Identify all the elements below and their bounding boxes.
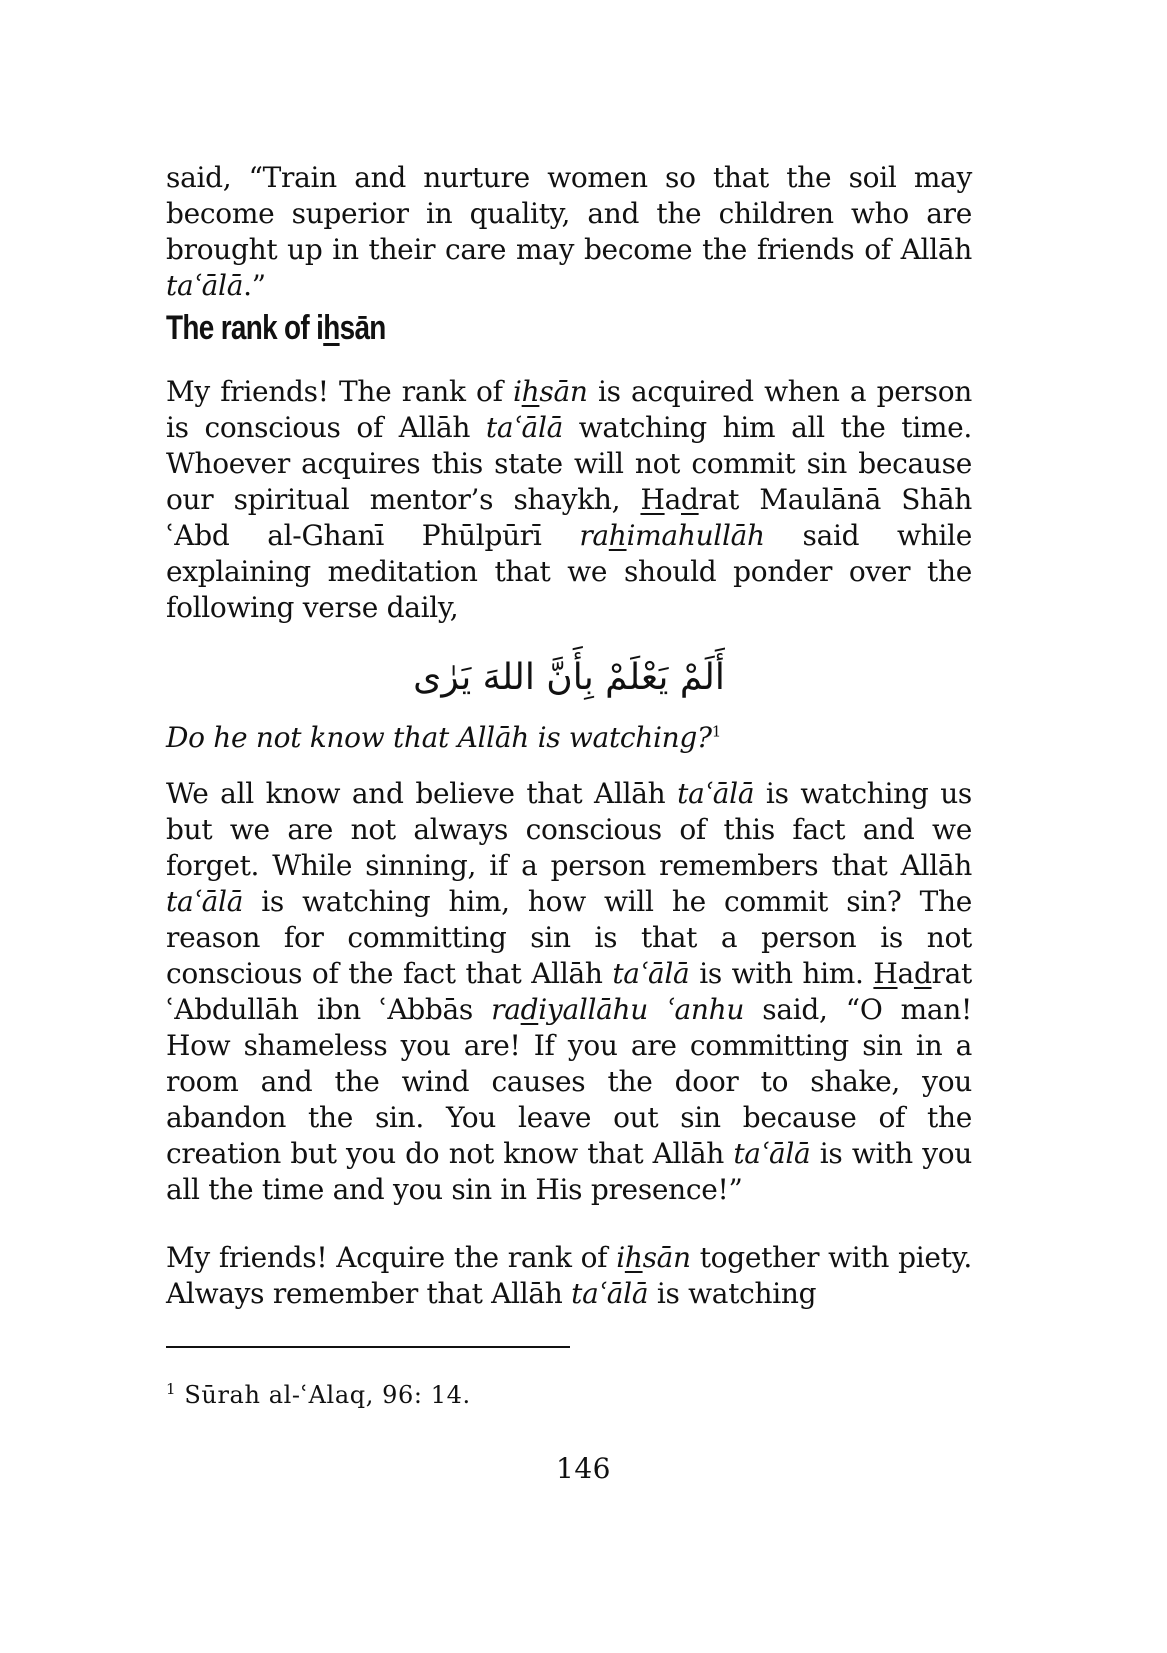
paragraph-2 xyxy=(166,374,972,650)
para3-text: ʿAbdullāh ibn ʿAbbās xyxy=(166,993,492,1026)
para2-text: is acquired when a person is conscious of Allāh xyxy=(166,375,972,444)
term-hadrat xyxy=(640,483,739,516)
footnote xyxy=(166,1380,972,1410)
term-part: rat xyxy=(698,483,740,516)
para4-text: together with piety. Always remember that Allāh xyxy=(166,1241,972,1310)
footnote-text: Sūrah al-ʿAlaq, 96: 14. xyxy=(176,1381,471,1409)
term-part: d xyxy=(681,483,699,516)
term-taala: taʿālā xyxy=(166,885,244,918)
page-number: 146 xyxy=(556,1452,611,1485)
term-part: iyallāhu ʿanhu xyxy=(538,993,745,1026)
term-ihsan xyxy=(513,375,588,408)
page-content xyxy=(166,160,972,1410)
term-rahimahullah xyxy=(579,519,764,552)
term-part: a xyxy=(897,957,914,990)
heading-underlined-letter: h xyxy=(323,309,340,347)
footnote-reference[interactable]: 1 xyxy=(711,722,721,741)
term-taala: taʿālā xyxy=(733,1137,811,1170)
para1-text: said, “Train and nurture women so that the soil may become superior in quality, and the children who are brought up in their care may become the friends of Allāh xyxy=(166,161,972,266)
term-ihsan xyxy=(616,1241,691,1274)
para2-text: Maulānā Shāh ʿAbd al-Ghanī Phūlpūrī xyxy=(166,483,972,552)
para3-text: said, “O man! How shameless you are! If you are committing sin in a room and the wind causes the door to shake, you abandon the sin. You leave out sin because of the creation but you do not know that Allāh xyxy=(166,993,972,1170)
arabic-verse: أَلَمْ يَعْلَمْ بِأَنَّ اللهَ يَرٰى xyxy=(413,657,725,698)
para2-text: My friends! The rank of xyxy=(166,375,513,408)
paragraph-3 xyxy=(166,776,972,1240)
term-part: ra xyxy=(579,519,609,552)
para1-end: .” xyxy=(243,269,266,302)
heading-prefix: The rank of i xyxy=(166,309,324,347)
heading-suffix: sān xyxy=(339,309,386,347)
para4-text: is watching xyxy=(648,1277,817,1310)
footnote-divider xyxy=(166,1346,570,1348)
verse-translation xyxy=(166,720,972,776)
term-taala: taʿālā xyxy=(677,777,755,810)
section-heading xyxy=(166,308,827,374)
translation-text: Do he not know that Allāh is watching? xyxy=(166,721,712,754)
term-part: i xyxy=(513,375,522,408)
paragraph-4 xyxy=(166,1240,972,1330)
term-part: imahullāh xyxy=(626,519,765,552)
para3-text: We all know and believe that Allāh xyxy=(166,777,678,810)
term-part: h xyxy=(521,375,540,408)
para3-text: is watching us but we are not always conscious of this fact and we forget. While sinning, if a person remembers that Allāh xyxy=(166,777,972,882)
term-taala: taʿālā xyxy=(166,269,244,302)
para3-text: is with him. xyxy=(689,957,874,990)
term-part: h xyxy=(608,519,627,552)
para3-text: is with you all the time and you sin in His presence!” xyxy=(166,1137,973,1206)
para3-text: is watching him, how will he commit sin? The reason for committing sin is that a person is not conscious of the fact that Allāh xyxy=(166,885,972,990)
term-part: d xyxy=(520,993,539,1026)
para2-text: watching him all the time. Whoever acquires this state will not commit sin because our spiritual mentor’s shaykh, xyxy=(166,411,972,516)
term-part: sān xyxy=(539,375,588,408)
term-part: i xyxy=(616,1241,625,1274)
term-part: sān xyxy=(642,1241,691,1274)
term-radiyallahu-anhu xyxy=(491,993,744,1026)
paragraph-1 xyxy=(166,160,972,308)
term-part: H xyxy=(873,957,898,990)
term-taala: taʿālā xyxy=(612,957,690,990)
term-part: ra xyxy=(491,993,521,1026)
term-part: rat xyxy=(931,957,972,990)
term-part: h xyxy=(624,1241,643,1274)
term-part: a xyxy=(664,483,681,516)
term-taala: taʿālā xyxy=(485,411,563,444)
term-part: d xyxy=(913,957,932,990)
footnote-number: 1 xyxy=(166,1380,177,1398)
term-taala: taʿālā xyxy=(571,1277,649,1310)
para2-text: said while explaining meditation that we should ponder over the following verse daily, xyxy=(166,519,972,624)
term-part: H xyxy=(640,483,665,516)
term-hadrat xyxy=(873,957,972,990)
para4-text: My friends! Acquire the rank of xyxy=(166,1241,617,1274)
